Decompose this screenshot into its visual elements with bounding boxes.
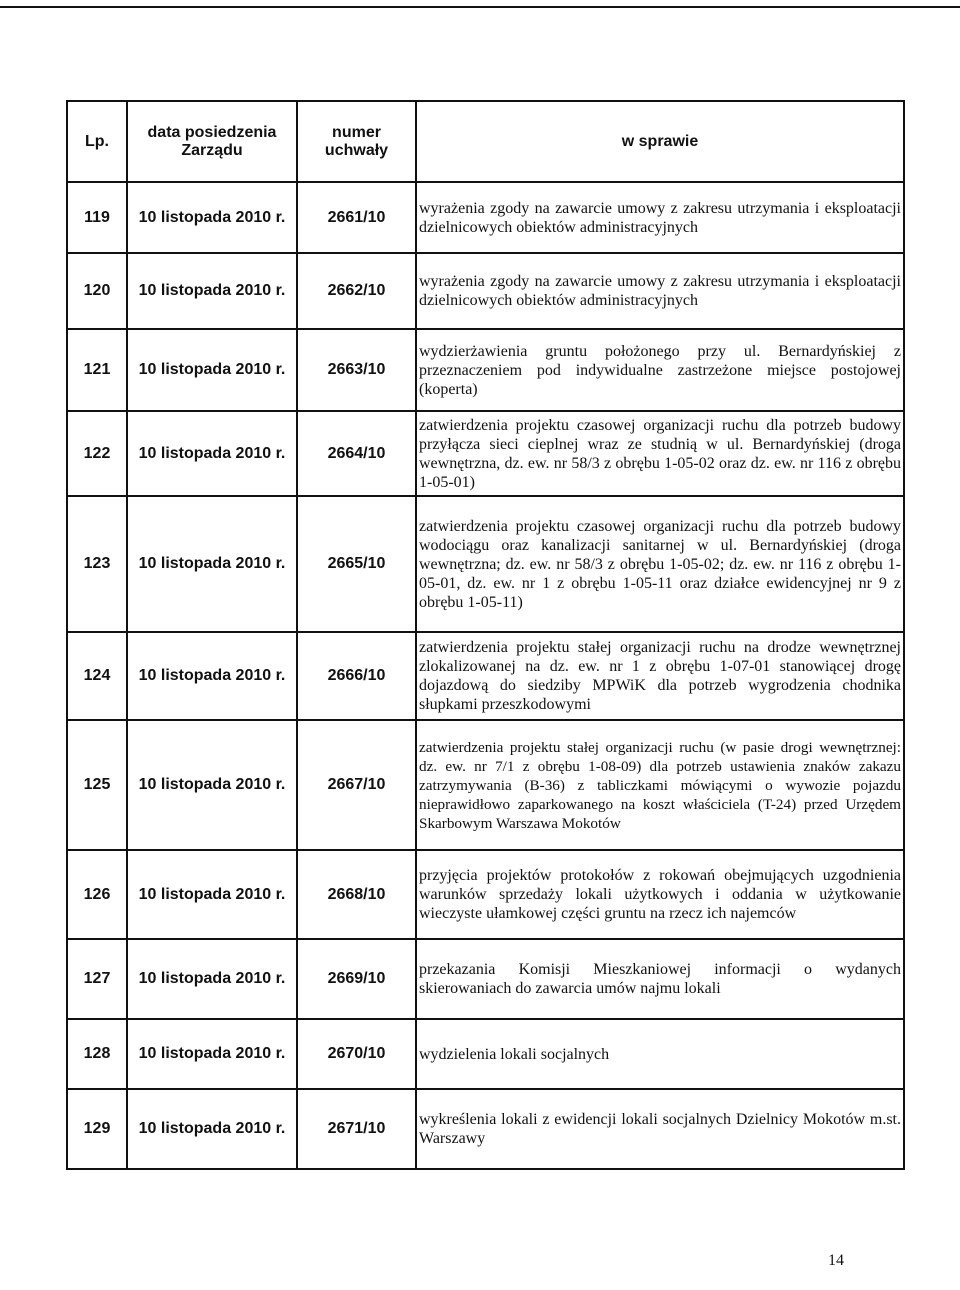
row-lp: 129 <box>67 1089 127 1169</box>
table-header-row <box>67 101 904 182</box>
row-date: 10 listopada 2010 r. <box>127 632 297 720</box>
table-row <box>67 1089 904 1169</box>
header-number-label: numer uchwały <box>324 123 389 159</box>
table-row <box>67 253 904 329</box>
row-date: 10 listopada 2010 r. <box>127 939 297 1019</box>
row-number: 2664/10 <box>297 411 416 496</box>
row-date: 10 listopada 2010 r. <box>127 850 297 939</box>
table-row <box>67 632 904 720</box>
row-lp: 120 <box>67 253 127 329</box>
row-number: 2667/10 <box>297 720 416 850</box>
row-subject <box>416 411 904 496</box>
top-rule <box>0 6 960 8</box>
table-row <box>67 939 904 1019</box>
row-number: 2665/10 <box>297 496 416 632</box>
row-date: 10 listopada 2010 r. <box>127 496 297 632</box>
row-lp: 123 <box>67 496 127 632</box>
table-row <box>67 182 904 253</box>
row-number: 2669/10 <box>297 939 416 1019</box>
row-subject-text: zatwierdzenia projektu czasowej organizacji ruchu dla potrzeb budowy wodociągu oraz kanalizacji sanitarnej w ul. Bernardyńskiej (droga wewnętrzna; dz. ew. nr 58/3 z obrębu 1-05-02; dz. ew. nr 116 z obrębu 1-05-01, dz. ew. nr 1 z obrębu 1-05-11 oraz działce ewidencyjnej nr 9 z obrębu 1-05-11) <box>419 517 901 611</box>
header-lp: Lp. <box>67 101 127 182</box>
row-lp: 121 <box>67 329 127 411</box>
resolutions-table <box>66 100 905 1170</box>
row-subject <box>416 329 904 411</box>
row-subject <box>416 632 904 720</box>
row-number: 2670/10 <box>297 1019 416 1089</box>
row-subject-text: wydzielenia lokali socjalnych <box>419 1045 610 1063</box>
row-subject <box>416 496 904 632</box>
row-subject-text: zatwierdzenia projektu czasowej organizacji ruchu dla potrzeb budowy przyłącza sieci cieplnej wraz ze studnią w ul. Bernardyńskiej (droga wewnętrzna, dz. ew. nr 58/3 z obrębu 1-05-02 oraz dz. ew. nr 116 z obrębu 1-05-01) <box>419 416 901 491</box>
header-number <box>297 101 416 182</box>
row-subject-text: wyrażenia zgody na zawarcie umowy z zakresu utrzymania i eksploatacji dzielnicowych obiektów administracyjnych <box>419 273 901 309</box>
row-number: 2671/10 <box>297 1089 416 1169</box>
row-subject-text: zatwierdzenia projektu stałej organizacji ruchu (w pasie drogi wewnętrznej: dz. ew. nr 7/1 z obrębu 1-08-09) dla potrzeb ustawienia znaków zakazu zatrzymywania (B-36) z tabliczkami mówiącymi o wywozie pojazdu nieprawidłowo zaparkowanego na koszt właściciela (T-24) przed Urzędem Skarbowym Warszawa Mokotów <box>419 738 901 832</box>
row-subject <box>416 1089 904 1169</box>
row-number: 2661/10 <box>297 182 416 253</box>
row-lp: 128 <box>67 1019 127 1089</box>
table-row <box>67 850 904 939</box>
row-date: 10 listopada 2010 r. <box>127 1089 297 1169</box>
row-subject <box>416 720 904 850</box>
row-subject-text: wyrażenia zgody na zawarcie umowy z zakresu utrzymania i eksploatacji dzielnicowych obiektów administracyjnych <box>419 199 901 236</box>
row-date: 10 listopada 2010 r. <box>127 411 297 496</box>
row-lp: 127 <box>67 939 127 1019</box>
row-lp: 124 <box>67 632 127 720</box>
row-lp: 119 <box>67 182 127 253</box>
row-number: 2668/10 <box>297 850 416 939</box>
header-subject: w sprawie <box>416 101 904 182</box>
row-subject-text: wydzierżawienia gruntu położonego przy ul. Bernardyńskiej z przeznaczeniem pod indywidualne zastrzeżone miejsce postojowej (koperta) <box>419 342 901 398</box>
table-row <box>67 411 904 496</box>
table-row <box>67 329 904 411</box>
row-number: 2663/10 <box>297 329 416 411</box>
row-subject <box>416 182 904 253</box>
row-subject <box>416 1019 904 1089</box>
row-subject-text: wykreślenia lokali z ewidencji lokali socjalnych Dzielnicy Mokotów m.st. Warszawy <box>419 1111 901 1147</box>
row-subject-text: przekazania Komisji Mieszkaniowej informacji o wydanych skierowaniach do zawarcia umów najmu lokali <box>419 961 901 997</box>
header-date <box>127 101 297 182</box>
row-subject <box>416 939 904 1019</box>
row-number: 2662/10 <box>297 253 416 329</box>
row-subject-text: przyjęcia projektów protokołów z rokowań obejmujących uzgodnienia warunków sprzedaży lokali użytkowych i oddania w użytkowanie wieczyste ułamkowej części gruntu na rzecz ich najemców <box>419 867 901 922</box>
row-date: 10 listopada 2010 r. <box>127 1019 297 1089</box>
row-date: 10 listopada 2010 r. <box>127 720 297 850</box>
table-row <box>67 496 904 632</box>
row-subject <box>416 850 904 939</box>
row-subject-text: zatwierdzenia projektu stałej organizacji ruchu na drodze wewnętrznej zlokalizowanej na dz. ew. nr 1 z obrębu 1-07-01 stanowiącej drogę dojazdową do siedziby MPWiK dla potrzeb wygrodzenia chodnika słupkami przeszkodowymi <box>419 639 901 713</box>
header-date-label: data posiedzenia Zarządu <box>147 123 277 159</box>
row-date: 10 listopada 2010 r. <box>127 182 297 253</box>
row-subject <box>416 253 904 329</box>
row-lp: 122 <box>67 411 127 496</box>
table-row <box>67 1019 904 1089</box>
page-number: 14 <box>828 1252 844 1269</box>
row-date: 10 listopada 2010 r. <box>127 253 297 329</box>
row-lp: 126 <box>67 850 127 939</box>
row-lp: 125 <box>67 720 127 850</box>
table-row <box>67 720 904 850</box>
row-number: 2666/10 <box>297 632 416 720</box>
row-date: 10 listopada 2010 r. <box>127 329 297 411</box>
